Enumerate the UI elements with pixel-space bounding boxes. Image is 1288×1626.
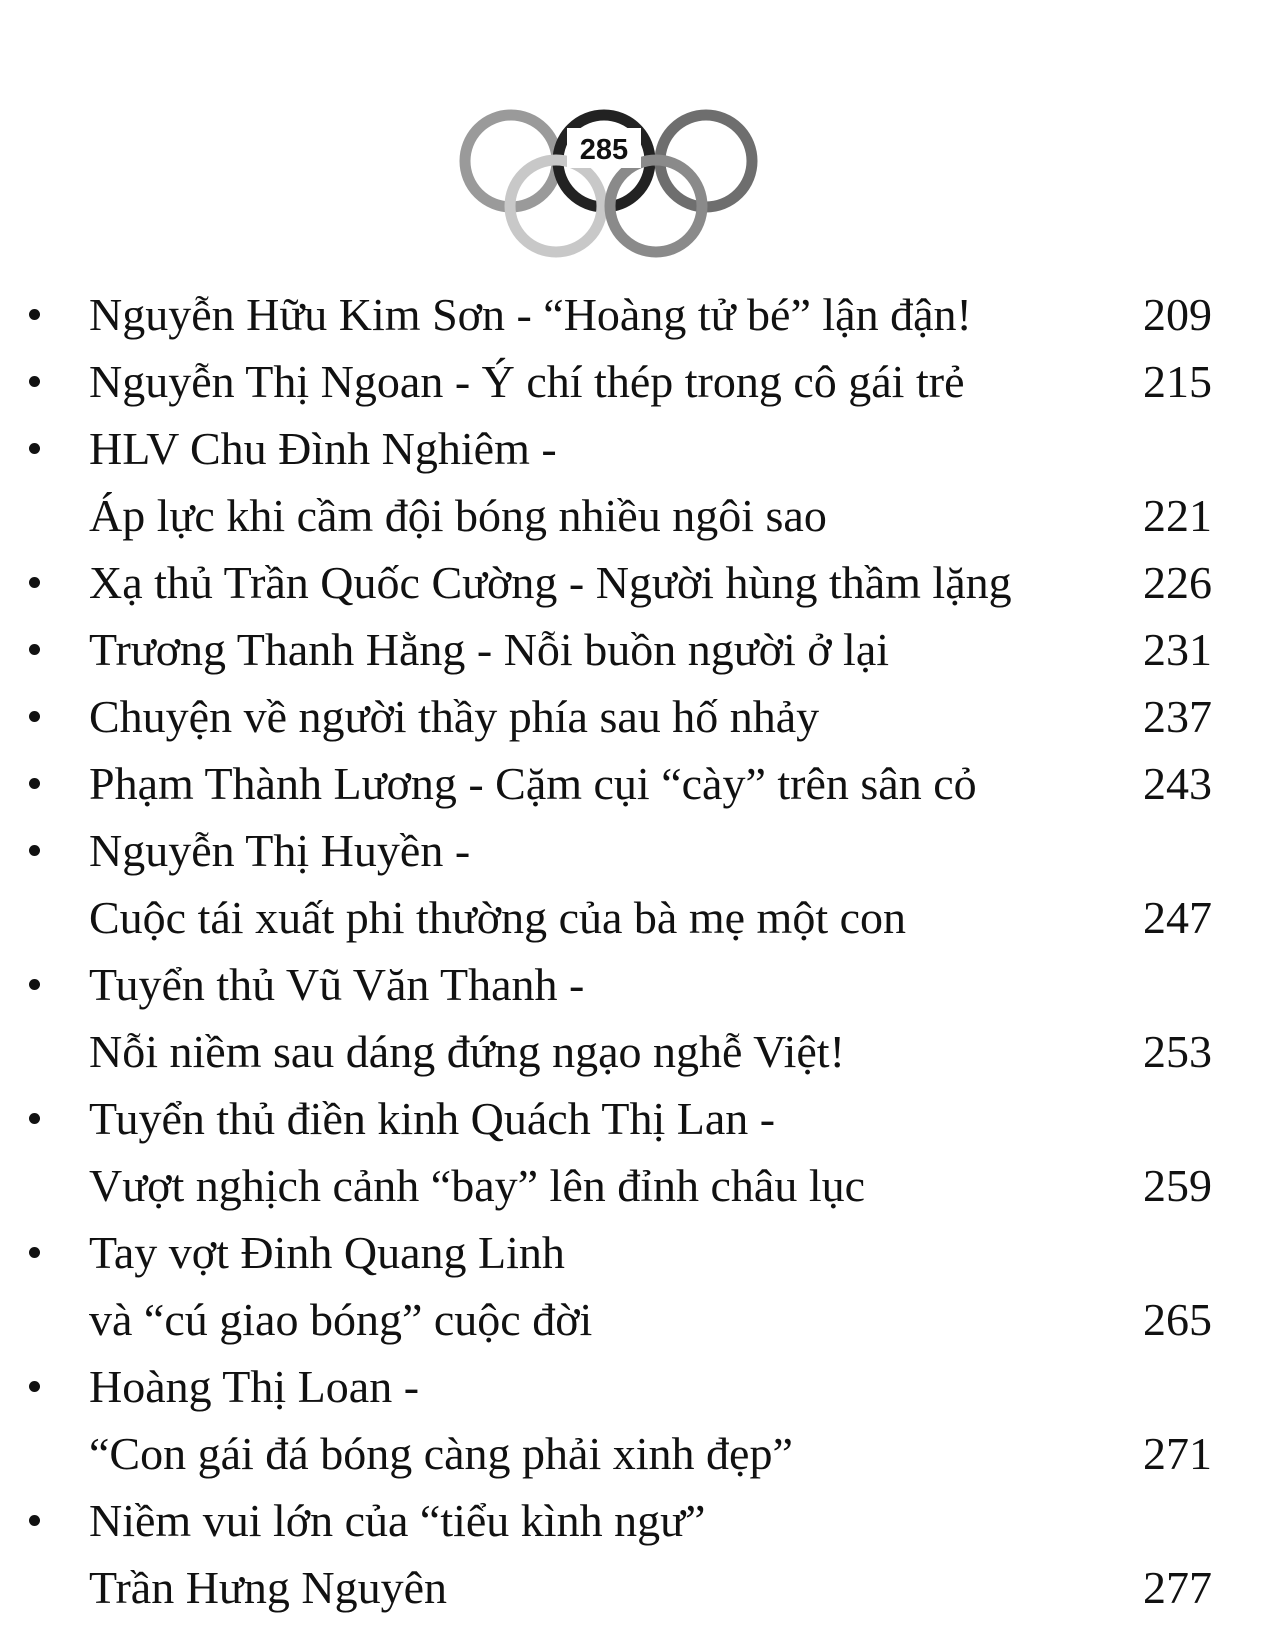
toc-entry-line — [0, 683, 1288, 750]
bullet-icon — [29, 979, 40, 990]
toc-page-number: 247 — [1143, 892, 1212, 943]
toc-entry-line — [0, 1487, 1288, 1554]
toc-entry-title: “Con gái đá bóng càng phải xinh đẹp” — [89, 1428, 793, 1479]
toc-entry-line — [0, 348, 1288, 415]
toc-page-number: 265 — [1143, 1294, 1212, 1345]
toc-entry-line — [0, 1554, 1288, 1621]
toc-entry-title: và “cú giao bóng” cuộc đời — [89, 1294, 593, 1345]
toc-entry[interactable] — [0, 683, 1288, 750]
toc-entry-title: Tay vợt Đinh Quang Linh — [89, 1227, 565, 1278]
bullet-icon — [29, 711, 40, 722]
toc-entry-title: Nguyễn Thị Ngoan - Ý chí thép trong cô gái trẻ — [89, 356, 965, 407]
bullet-icon — [29, 1381, 40, 1392]
toc-entry-line — [0, 415, 1288, 482]
toc-entry[interactable] — [0, 1219, 1288, 1353]
toc-page-number: 243 — [1143, 758, 1212, 809]
toc-entry-line — [0, 549, 1288, 616]
bullet-icon — [29, 1247, 40, 1258]
toc-entry-title: Phạm Thành Lương - Cặm cụi “cày” trên sân cỏ — [89, 758, 977, 809]
toc-entry[interactable] — [0, 1353, 1288, 1487]
toc-entry-line — [0, 1420, 1288, 1487]
toc-entry-line — [0, 616, 1288, 683]
toc-page-number: 209 — [1143, 289, 1212, 340]
toc-page-number: 237 — [1143, 691, 1212, 742]
toc-entry[interactable] — [0, 281, 1288, 348]
table-of-contents — [0, 281, 1288, 1621]
toc-entry-title: Trương Thanh Hằng - Nỗi buồn người ở lại — [89, 624, 890, 675]
toc-entry-title: HLV Chu Đình Nghiêm - — [89, 423, 557, 474]
toc-entry-line — [0, 884, 1288, 951]
toc-entry-line — [0, 1353, 1288, 1420]
toc-entry-title: Nguyễn Thị Huyền - — [89, 825, 471, 876]
toc-entry-title: Trần Hưng Nguyên — [89, 1562, 448, 1613]
bullet-icon — [29, 845, 40, 856]
toc-entry-title: Nỗi niềm sau dáng đứng ngạo nghễ Việt! — [89, 1026, 845, 1077]
bullet-icon — [29, 1515, 40, 1526]
toc-entry-line — [0, 281, 1288, 348]
toc-entry[interactable] — [0, 750, 1288, 817]
toc-entry[interactable] — [0, 616, 1288, 683]
toc-page-number: 259 — [1143, 1160, 1212, 1211]
toc-entry-title: Tuyển thủ điền kinh Quách Thị Lan - — [89, 1093, 776, 1144]
toc-entry[interactable] — [0, 348, 1288, 415]
toc-entry[interactable] — [0, 817, 1288, 951]
bullet-icon — [29, 778, 40, 789]
toc-entry[interactable] — [0, 951, 1288, 1085]
bullet-icon — [29, 644, 40, 655]
toc-entry-title: Chuyện về người thầy phía sau hố nhảy — [89, 691, 820, 742]
toc-entry-line — [0, 1152, 1288, 1219]
toc-entry-title: Áp lực khi cầm đội bóng nhiều ngôi sao — [89, 490, 827, 541]
toc-entry-line — [0, 482, 1288, 549]
page-number: 285 — [579, 134, 629, 166]
toc-entry[interactable] — [0, 415, 1288, 549]
toc-entry[interactable] — [0, 1085, 1288, 1219]
toc-entry[interactable] — [0, 1487, 1288, 1621]
toc-entry[interactable] — [0, 549, 1288, 616]
bullet-icon — [29, 1113, 40, 1124]
bullet-icon — [29, 309, 40, 320]
toc-entry-line — [0, 1286, 1288, 1353]
toc-page-number: 221 — [1143, 490, 1212, 541]
olympic-rings-logo — [456, 106, 796, 276]
toc-entry-title: Tuyển thủ Vũ Văn Thanh - — [89, 959, 585, 1010]
toc-entry-line — [0, 1219, 1288, 1286]
bullet-icon — [29, 443, 40, 454]
toc-entry-line — [0, 750, 1288, 817]
toc-entry-line — [0, 1018, 1288, 1085]
toc-entry-title: Nguyễn Hữu Kim Sơn - “Hoàng tử bé” lận đận! — [89, 289, 972, 340]
toc-entry-line — [0, 1085, 1288, 1152]
bullet-icon — [29, 577, 40, 588]
toc-entry-title: Hoàng Thị Loan - — [89, 1361, 420, 1412]
toc-page-number: 277 — [1143, 1562, 1212, 1613]
toc-entry-line — [0, 817, 1288, 884]
toc-page-number: 253 — [1143, 1026, 1212, 1077]
toc-page-number: 215 — [1143, 356, 1212, 407]
toc-page-number: 226 — [1143, 557, 1212, 608]
toc-page-number: 231 — [1143, 624, 1212, 675]
toc-entry-title: Niềm vui lớn của “tiểu kình ngư” — [89, 1495, 706, 1546]
toc-entry-title: Vượt nghịch cảnh “bay” lên đỉnh châu lục — [89, 1160, 866, 1211]
toc-entry-title: Xạ thủ Trần Quốc Cường - Người hùng thầm lặng — [89, 557, 1012, 608]
toc-entry-line — [0, 951, 1288, 1018]
bullet-icon — [29, 376, 40, 387]
toc-page-number: 271 — [1143, 1428, 1212, 1479]
toc-entry-title: Cuộc tái xuất phi thường của bà mẹ một con — [89, 892, 907, 943]
